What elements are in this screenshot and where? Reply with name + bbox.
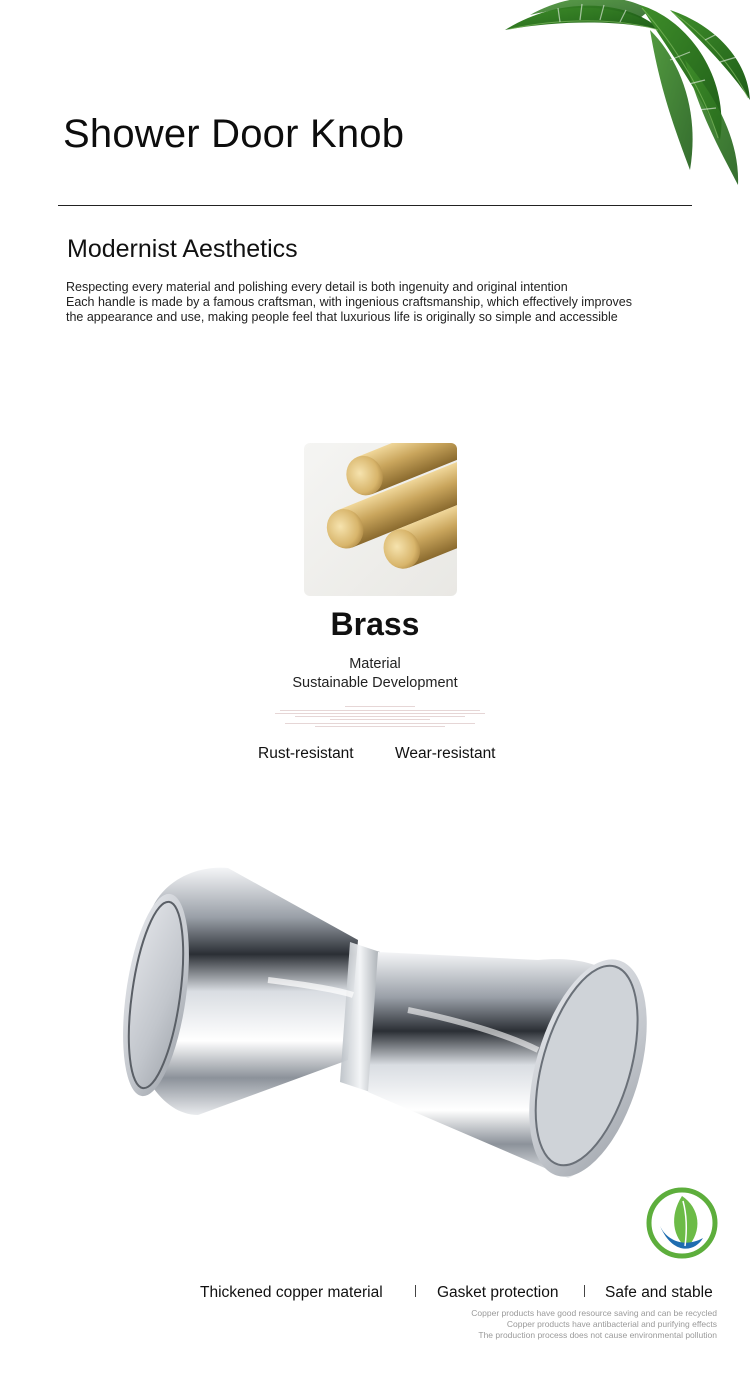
brass-rods-image: [304, 443, 457, 596]
feature-separator: [584, 1285, 585, 1297]
eco-leaf-icon: [645, 1186, 719, 1260]
feature-thickened-copper: Thickened copper material: [200, 1284, 383, 1301]
note-line-2: Copper products have antibacterial and purifying effects: [506, 1319, 717, 1329]
feature-rust-resistant: Rust-resistant: [258, 745, 354, 762]
note-line-1: Copper products have good resource saving and can be recycled: [471, 1308, 717, 1318]
feature-gasket-protection: Gasket protection: [437, 1284, 559, 1301]
note-line-3: The production process does not cause environmental pollution: [478, 1330, 717, 1340]
intro-line-2: Each handle is made by a famous craftsman, with ingenious craftsmanship, which effectively improves: [66, 295, 633, 309]
material-name: Brass: [330, 606, 420, 642]
feature-wear-resistant: Wear-resistant: [395, 745, 496, 762]
brass-rods-icon: [304, 443, 457, 596]
fine-print-decoration: [275, 706, 485, 730]
title-divider: [58, 205, 692, 206]
material-subtitle: Material: [349, 656, 401, 672]
feature-separator: [415, 1285, 416, 1297]
shower-knob-image: [118, 860, 648, 1190]
material-tagline: Sustainable Development: [292, 675, 458, 691]
intro-line-3: the appearance and use, making people feel that luxurious life is originally so simple and accessible: [66, 310, 618, 324]
palm-leaf-decoration-icon: [500, 0, 750, 190]
section-heading: Modernist Aesthetics: [67, 235, 298, 263]
feature-safe-stable: Safe and stable: [605, 1284, 713, 1301]
page-title: Shower Door Knob: [63, 112, 405, 156]
intro-line-1: Respecting every material and polishing every detail is both ingenuity and original intention: [66, 280, 568, 294]
